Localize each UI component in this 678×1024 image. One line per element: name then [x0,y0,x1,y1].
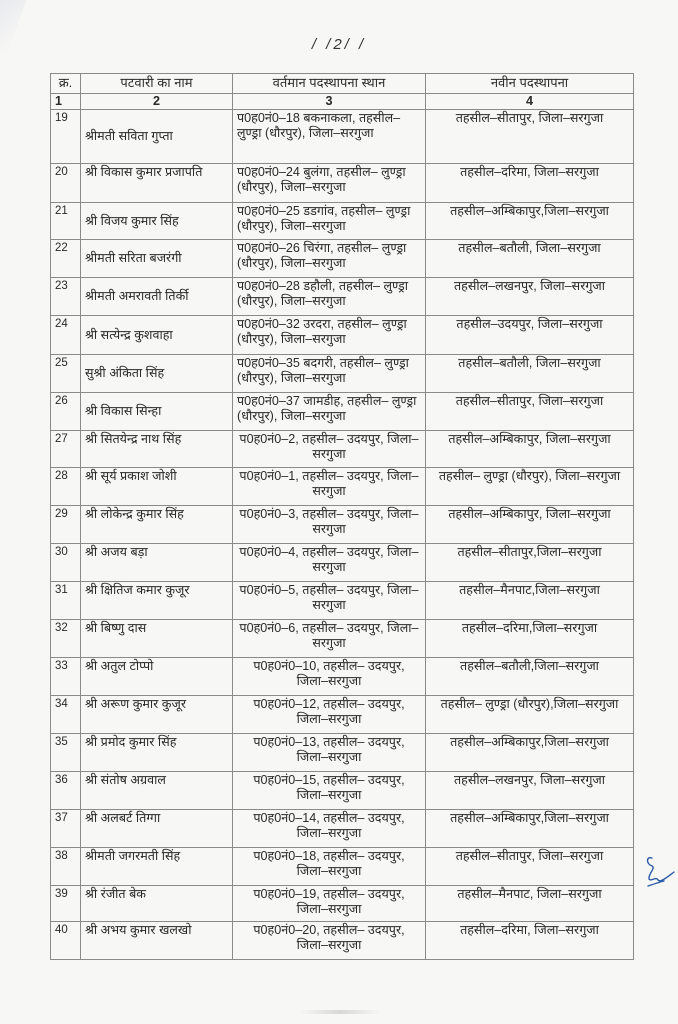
serial-number-cell: 37 [51,810,81,848]
current-posting-cell: प0ह0नं0–25 डडगांव, तहसील– लुण्ड्रा (धौरपुर), जिला–सरगुजा [233,203,426,240]
table-row [51,922,634,960]
table-row [51,431,634,468]
current-posting-cell: प0ह0नं0–28 डहौली, तहसील– लुण्ड्रा (धौरपुर), जिला–सरगुजा [233,278,426,316]
new-posting-cell: तहसील–अम्बिकापुर, जिला–सरगुजा [426,506,634,544]
table-row [51,240,634,278]
column-index-row [51,94,634,110]
new-posting-cell: तहसील–अम्बिकापुर,जिला–सरगुजा [426,734,634,772]
table-row [51,772,634,810]
new-posting-cell: तहसील–लखनपुर, जिला–सरगुजा [426,278,634,316]
current-posting-cell: प0ह0नं0–18, तहसील– उदयपुर, जिला–सरगुजा [233,848,426,886]
serial-number-cell: 33 [51,658,81,696]
page-number: / /2/ / [311,36,367,53]
current-posting-cell: प0ह0नं0–5, तहसील– उदयपुर, जिला–सरगुजा [233,582,426,620]
new-posting-cell: तहसील– लुण्ड्रा (धौरपुर),जिला–सरगुजा [426,696,634,734]
table-row [51,544,634,582]
serial-number-cell: 27 [51,431,81,468]
patwari-name-cell: श्री अभय कुमार खलखो [81,922,233,960]
serial-number-cell: 19 [51,110,81,164]
table-row [51,164,634,203]
new-posting-cell: तहसील–अम्बिकापुर,जिला–सरगुजा [426,810,634,848]
new-posting-cell: तहसील–मैनपाट, जिला–सरगुजा [426,886,634,922]
table-row [51,886,634,922]
new-posting-cell: तहसील–सीतापुर,जिला–सरगुजा [426,544,634,582]
serial-number-cell: 31 [51,582,81,620]
table-row [51,734,634,772]
patwari-name-cell: श्रीमती अमरावती तिर्की [81,278,233,316]
current-posting-cell: प0ह0नं0–4, तहसील– उदयपुर, जिला–सरगुजा [233,544,426,582]
column-index: 4 [426,94,634,110]
patwari-name-cell: श्री बिष्णु दास [81,620,233,658]
serial-number-cell: 39 [51,886,81,922]
transfer-table [50,73,634,960]
current-posting-cell: प0ह0नं0–3, तहसील– उदयपुर, जिला–सरगुजा [233,506,426,544]
table-row [51,506,634,544]
current-posting-cell: प0ह0नं0–37 जामडीह, तहसील– लुण्ड्रा (धौरपुर), जिला–सरगुजा [233,393,426,431]
patwari-name-cell: श्री विजय कुमार सिंह [81,203,233,240]
patwari-name-cell: श्री क्षितिज कमार कुजूर [81,582,233,620]
current-posting-cell: प0ह0नं0–13, तहसील– उदयपुर, जिला–सरगुजा [233,734,426,772]
table-row [51,582,634,620]
current-posting-cell: प0ह0नं0–19, तहसील– उदयपुर, जिला–सरगुजा [233,886,426,922]
new-posting-cell: तहसील–दरिमा, जिला–सरगुजा [426,922,634,960]
serial-number-cell: 32 [51,620,81,658]
new-posting-cell: तहसील–दरिमा,जिला–सरगुजा [426,620,634,658]
serial-number-cell: 36 [51,772,81,810]
current-posting-cell: प0ह0नं0–1, तहसील– उदयपुर, जिला–सरगुजा [233,468,426,506]
new-posting-cell: तहसील–बतौली, जिला–सरगुजा [426,355,634,393]
header-patwari-name: पटवारी का नाम [81,74,233,94]
table-row [51,110,634,164]
table-row [51,468,634,506]
header-serial: क्र. [51,74,81,94]
new-posting-cell: तहसील–बतौली, जिला–सरगुजा [426,240,634,278]
current-posting-cell: प0ह0नं0–26 चिरंगा, तहसील– लुण्ड्रा (धौरपुर), जिला–सरगुजा [233,240,426,278]
patwari-name-cell: श्री रंजीत बेक [81,886,233,922]
table-row [51,203,634,240]
header-new-posting: नवीन पदस्थापना [426,74,634,94]
signature-mark [640,852,676,892]
patwari-name-cell: श्री अलबर्ट तिग्गा [81,810,233,848]
serial-number-cell: 21 [51,203,81,240]
serial-number-cell: 28 [51,468,81,506]
patwari-name-cell: श्री सत्येन्द्र कुशवाहा [81,316,233,355]
new-posting-cell: तहसील–मैनपाट,जिला–सरगुजा [426,582,634,620]
table-row [51,696,634,734]
scan-artifact [300,1010,380,1014]
patwari-name-cell: श्री अजय बड़ा [81,544,233,582]
current-posting-cell: प0ह0नं0–15, तहसील– उदयपुर, जिला–सरगुजा [233,772,426,810]
current-posting-cell: प0ह0नं0–2, तहसील– उदयपुर, जिला–सरगुजा [233,431,426,468]
table-row [51,810,634,848]
serial-number-cell: 24 [51,316,81,355]
current-posting-cell: प0ह0नं0–14, तहसील– उदयपुर, जिला–सरगुजा [233,810,426,848]
current-posting-cell: प0ह0नं0–32 उरदरा, तहसील– लुण्ड्रा (धौरपुर), जिला–सरगुजा [233,316,426,355]
new-posting-cell: तहसील–सीतापुर, जिला–सरगुजा [426,848,634,886]
patwari-name-cell: सुश्री अंकिता सिंह [81,355,233,393]
serial-number-cell: 22 [51,240,81,278]
new-posting-cell: तहसील–उदयपुर, जिला–सरगुजा [426,316,634,355]
table-row [51,278,634,316]
header-current-posting: वर्तमान पदस्थापना स्थान [233,74,426,94]
new-posting-cell: तहसील–दरिमा, जिला–सरगुजा [426,164,634,203]
current-posting-cell: प0ह0नं0–18 बकनाकला, तहसील– लुण्ड्रा (धौरपुर), जिला–सरगुजा [233,110,426,164]
column-index: 1 [51,94,81,110]
current-posting-cell: प0ह0नं0–20, तहसील– उदयपुर, जिला–सरगुजा [233,922,426,960]
patwari-name-cell: श्रीमती सविता गुप्ता [81,110,233,164]
table-row [51,316,634,355]
patwari-name-cell: श्री संतोष अग्रवाल [81,772,233,810]
patwari-name-cell: श्रीमती जगरमती सिंह [81,848,233,886]
patwari-name-cell: श्री सूर्य प्रकाश जोशी [81,468,233,506]
patwari-name-cell: श्री प्रमोद कुमार सिंह [81,734,233,772]
new-posting-cell: तहसील–बतौली,जिला–सरगुजा [426,658,634,696]
patwari-name-cell: श्री लोकेन्द्र कुमार सिंह [81,506,233,544]
new-posting-cell: तहसील–अम्बिकापुर, जिला–सरगुजा [426,431,634,468]
serial-number-cell: 40 [51,922,81,960]
new-posting-cell: तहसील–सीतापुर, जिला–सरगुजा [426,393,634,431]
current-posting-cell: प0ह0नं0–12, तहसील– उदयपुर, जिला–सरगुजा [233,696,426,734]
current-posting-cell: प0ह0नं0–24 बुलंगा, तहसील– लुण्ड्रा (धौरपुर), जिला–सरगुजा [233,164,426,203]
table-row [51,355,634,393]
patwari-name-cell: श्री सितयेन्द्र नाथ सिंह [81,431,233,468]
table-row [51,848,634,886]
table-row [51,393,634,431]
table-row [51,620,634,658]
table-row [51,658,634,696]
table-header-row [51,74,634,94]
serial-number-cell: 34 [51,696,81,734]
current-posting-cell: प0ह0नं0–6, तहसील– उदयपुर, जिला–सरगुजा [233,620,426,658]
new-posting-cell: तहसील–लखनपुर, जिला–सरगुजा [426,772,634,810]
serial-number-cell: 26 [51,393,81,431]
serial-number-cell: 20 [51,164,81,203]
serial-number-cell: 29 [51,506,81,544]
new-posting-cell: तहसील– लुण्ड्रा (धौरपुर), जिला–सरगुजा [426,468,634,506]
patwari-name-cell: श्री अतुल टोप्पो [81,658,233,696]
serial-number-cell: 38 [51,848,81,886]
new-posting-cell: तहसील–सीतापुर, जिला–सरगुजा [426,110,634,164]
patwari-name-cell: श्रीमती सरिता बजरंगी [81,240,233,278]
patwari-name-cell: श्री अरूण कुमार कुजूर [81,696,233,734]
serial-number-cell: 35 [51,734,81,772]
column-index: 3 [233,94,426,110]
serial-number-cell: 30 [51,544,81,582]
serial-number-cell: 23 [51,278,81,316]
new-posting-cell: तहसील–अम्बिकापुर,जिला–सरगुजा [426,203,634,240]
current-posting-cell: प0ह0नं0–35 बदगरी, तहसील– लुण्ड्रा (धौरपुर), जिला–सरगुजा [233,355,426,393]
serial-number-cell: 25 [51,355,81,393]
patwari-name-cell: श्री विकास कुमार प्रजापति [81,164,233,203]
column-index: 2 [81,94,233,110]
current-posting-cell: प0ह0नं0–10, तहसील– उदयपुर, जिला–सरगुजा [233,658,426,696]
patwari-name-cell: श्री विकास सिन्हा [81,393,233,431]
